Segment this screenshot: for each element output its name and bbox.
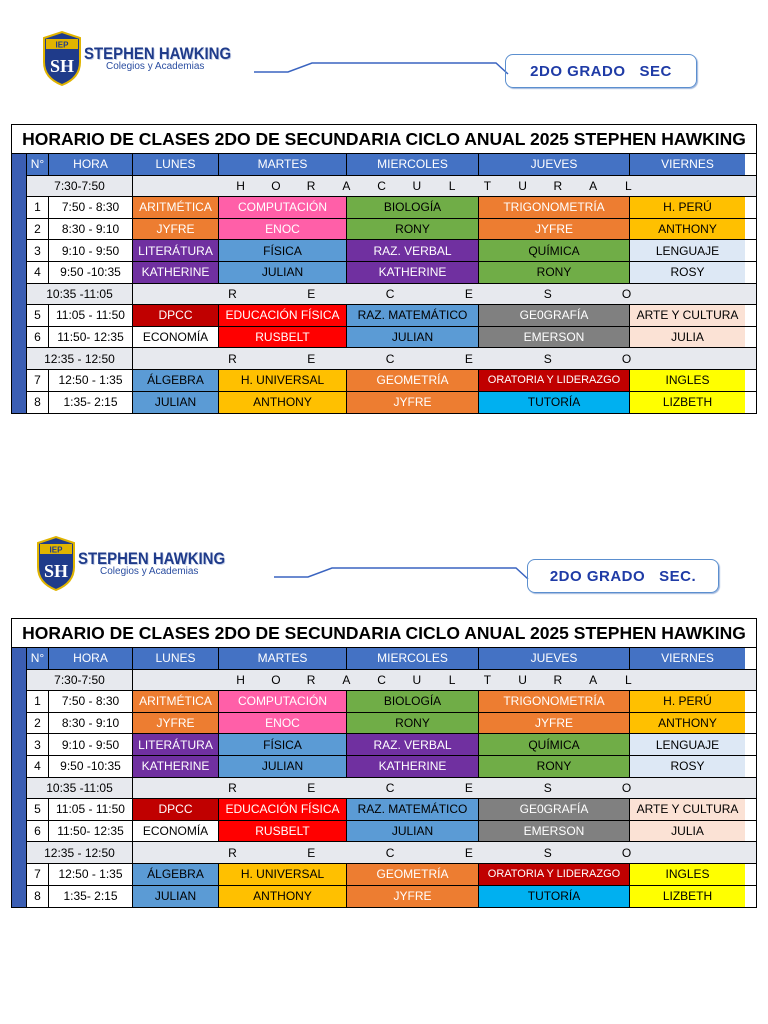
break-letter: C [377,672,386,687]
cell-jueves: TRIGONOMETRÍA [479,197,630,218]
break-letter: R [306,178,316,193]
cell-viernes: LENGUAJE [630,240,745,261]
column-header: MIERCOLES [347,648,479,669]
break-label [133,670,756,691]
period-time: 7:50 - 8:30 [49,691,133,712]
cell-jueves: JYFRE [479,713,630,734]
break-letter: E [464,286,473,301]
cell-miercoles: RAZ. MATEMÁTICO [347,799,479,820]
period-number: 1 [27,197,49,218]
break-letter: R [228,286,237,301]
class-row [27,262,756,284]
break-label [133,284,756,305]
brand-name: STEPHEN HAWKING [78,548,226,568]
svg-text:SH: SH [49,56,75,76]
cell-jueves: TUTORÍA [479,886,630,908]
break-time: 12:35 - 12:50 [27,348,133,369]
break-letter: E [464,845,473,860]
cell-jueves: ORATORIA Y LIDERAZGO [479,370,630,391]
break-row [27,842,756,864]
cell-jueves: ORATORIA Y LIDERAZGO [479,864,630,885]
period-number: 6 [27,821,49,842]
column-header: HORA [49,154,133,175]
break-letter: C [377,178,386,193]
period-time: 9:50 -10:35 [49,756,133,777]
period-time: 8:30 - 9:10 [49,713,133,734]
break-label [133,348,756,369]
class-row [27,864,756,886]
break-letter: O [621,780,632,795]
period-time: 9:50 -10:35 [49,262,133,283]
period-time: 9:10 - 9:50 [49,240,133,261]
decorative-line [252,60,510,80]
cell-martes: ENOC [219,713,347,734]
brand-logo [42,30,251,86]
break-letter: O [271,178,281,193]
cell-viernes: ANTHONY [630,713,745,734]
break-letter: U [412,178,422,193]
cell-jueves: TRIGONOMETRÍA [479,691,630,712]
cell-lunes: ÁLGEBRA [133,370,219,391]
cell-lunes: ARITMÉTICA [133,691,219,712]
cell-lunes: DPCC [133,305,219,326]
break-letter: E [464,351,473,366]
table-title: HORARIO DE CLASES 2DO DE SECUNDARIA CICLO ANUAL 2025 STEPHEN HAWKING [12,125,756,154]
break-letter: H [236,672,245,687]
column-header: LUNES [133,648,219,669]
cell-jueves: EMERSON [479,821,630,842]
cell-viernes: INGLES [630,370,745,391]
break-letter: O [621,286,632,301]
period-number: 7 [27,864,49,885]
period-number: 2 [27,713,49,734]
cell-lunes: LITERÁTURA [133,240,219,261]
cell-miercoles: RAZ. VERBAL [347,734,479,755]
period-time: 1:35- 2:15 [49,886,133,908]
cell-viernes: JULIA [630,327,745,348]
class-row [27,734,756,756]
class-row [27,370,756,392]
break-letter: T [483,178,492,193]
grade-label: 2DO GRADO SEC [505,54,697,88]
cell-miercoles: RAZ. VERBAL [347,240,479,261]
shield-logo-icon [42,30,82,86]
period-time: 7:50 - 8:30 [49,197,133,218]
cell-martes: H. UNIVERSAL [219,864,347,885]
cell-viernes: JULIA [630,821,745,842]
break-letter: A [342,178,351,193]
column-header: VIERNES [630,648,745,669]
cell-miercoles: JULIAN [347,821,479,842]
cell-viernes: ARTE Y CULTURA [630,305,745,326]
cell-viernes: ROSY [630,756,745,777]
cell-miercoles: RONY [347,713,479,734]
class-row [27,821,756,843]
header-row [27,154,756,176]
cell-miercoles: KATHERINE [347,262,479,283]
column-header: N° [27,154,49,175]
cell-viernes: H. PERÚ [630,197,745,218]
break-letter: U [518,672,527,687]
period-number: 7 [27,370,49,391]
break-letter: C [385,286,395,301]
svg-text:IEP: IEP [49,545,63,555]
break-letter: E [464,780,473,795]
period-number: 8 [27,886,49,908]
break-letter: O [271,672,281,687]
brand-subtitle: Colegios y Academias [106,60,205,72]
break-letter: O [621,351,632,366]
period-number: 3 [27,240,49,261]
break-row [27,348,756,370]
column-header: MARTES [219,154,347,175]
shield-logo-icon [36,535,76,591]
break-letter: L [448,672,456,687]
period-time: 12:50 - 1:35 [49,864,133,885]
cell-martes: COMPUTACIÓN [219,197,347,218]
period-time: 11:05 - 11:50 [49,799,133,820]
break-letter: R [306,672,316,687]
break-letter: O [621,845,632,860]
cell-miercoles: JYFRE [347,886,479,908]
class-row [27,886,756,908]
schedule-sheet-1 [0,0,768,410]
break-letter: C [385,351,395,366]
cell-martes: EDUCACIÓN FÍSICA [219,305,347,326]
class-row [27,327,756,349]
cell-lunes: DPCC [133,799,219,820]
break-letter: E [307,845,316,860]
cell-miercoles: RONY [347,219,479,240]
cell-viernes: LENGUAJE [630,734,745,755]
cell-jueves: EMERSON [479,327,630,348]
break-letter: T [483,672,492,687]
cell-martes: H. UNIVERSAL [219,370,347,391]
cell-miercoles: RAZ. MATEMÁTICO [347,305,479,326]
cell-jueves: QUÍMICA [479,240,630,261]
period-time: 8:30 - 9:10 [49,219,133,240]
cell-miercoles: JULIAN [347,327,479,348]
cell-martes: EDUCACIÓN FÍSICA [219,799,347,820]
cell-lunes: ÁLGEBRA [133,864,219,885]
schedule-table [11,618,757,908]
period-number: 3 [27,734,49,755]
cell-jueves: JYFRE [479,219,630,240]
break-time: 7:30-7:50 [27,670,133,691]
cell-lunes: LITERÁTURA [133,734,219,755]
period-number: 6 [27,327,49,348]
cell-viernes: LIZBETH [630,392,745,414]
cell-lunes: ECONOMÍA [133,327,219,348]
side-stripe [12,648,27,907]
cell-lunes: JYFRE [133,713,219,734]
schedule-sheet-2 [0,495,768,904]
break-letter: A [589,178,598,193]
period-time: 11:50- 12:35 [49,821,133,842]
break-label [133,176,756,197]
brand-subtitle: Colegios y Academias [100,565,199,577]
break-time: 10:35 -11:05 [27,778,133,799]
class-row [27,756,756,778]
column-header: MIERCOLES [347,154,479,175]
cell-martes: RUSBELT [219,327,347,348]
cell-miercoles: KATHERINE [347,756,479,777]
period-number: 5 [27,799,49,820]
break-letter: H [236,178,245,193]
break-letter: R [228,351,237,366]
cell-viernes: ROSY [630,262,745,283]
break-label [133,778,756,799]
cell-martes: COMPUTACIÓN [219,691,347,712]
cell-viernes: LIZBETH [630,886,745,908]
break-letter: U [518,178,527,193]
cell-lunes: JULIAN [133,886,219,908]
class-row [27,305,756,327]
grade-label: 2DO GRADO SEC. [527,559,719,593]
svg-text:IEP: IEP [55,40,69,50]
break-label [133,842,756,863]
period-time: 12:50 - 1:35 [49,370,133,391]
break-time: 12:35 - 12:50 [27,842,133,863]
break-row [27,670,756,692]
class-row [27,219,756,241]
column-header: HORA [49,648,133,669]
cell-miercoles: GEOMETRÍA [347,370,479,391]
cell-martes: JULIAN [219,262,347,283]
cell-jueves: RONY [479,262,630,283]
cell-viernes: H. PERÚ [630,691,745,712]
period-number: 5 [27,305,49,326]
class-row [27,691,756,713]
svg-text:SH: SH [43,561,69,581]
break-letter: L [448,178,456,193]
rows-container [27,154,756,413]
class-row [27,197,756,219]
break-letter: R [553,178,563,193]
break-letter: E [307,286,316,301]
cell-jueves: GE0GRAFÍA [479,305,630,326]
cell-lunes: JYFRE [133,219,219,240]
cell-jueves: TUTORÍA [479,392,630,414]
column-header: JUEVES [479,648,630,669]
cell-miercoles: JYFRE [347,392,479,414]
break-letter: S [543,845,552,860]
column-header: LUNES [133,154,219,175]
cell-viernes: ARTE Y CULTURA [630,799,745,820]
column-header: JUEVES [479,154,630,175]
break-letter: S [543,286,552,301]
cell-martes: ENOC [219,219,347,240]
break-letter: S [543,780,552,795]
class-row [27,713,756,735]
period-number: 4 [27,262,49,283]
break-letter: E [307,780,316,795]
brand-logo [36,535,245,591]
break-row [27,284,756,306]
break-row [27,176,756,198]
cell-martes: FÍSICA [219,240,347,261]
class-row [27,392,756,414]
header-row [27,648,756,670]
rows-container [27,648,756,907]
cell-viernes: INGLES [630,864,745,885]
cell-lunes: JULIAN [133,392,219,414]
break-letter: R [228,845,237,860]
break-letter: L [625,178,632,193]
break-letter: A [589,672,598,687]
period-time: 11:50- 12:35 [49,327,133,348]
period-number: 4 [27,756,49,777]
break-letter: L [625,672,632,687]
cell-martes: JULIAN [219,756,347,777]
column-header: N° [27,648,49,669]
period-time: 9:10 - 9:50 [49,734,133,755]
brand-name: STEPHEN HAWKING [84,43,232,63]
class-row [27,240,756,262]
cell-martes: ANTHONY [219,886,347,908]
cell-viernes: ANTHONY [630,219,745,240]
cell-lunes: KATHERINE [133,756,219,777]
break-letter: C [385,845,395,860]
cell-jueves: QUÍMICA [479,734,630,755]
period-number: 8 [27,392,49,414]
cell-martes: ANTHONY [219,392,347,414]
cell-lunes: ARITMÉTICA [133,197,219,218]
break-letter: S [543,351,552,366]
side-stripe [12,154,27,413]
table-title: HORARIO DE CLASES 2DO DE SECUNDARIA CICLO ANUAL 2025 STEPHEN HAWKING [12,619,756,648]
break-time: 7:30-7:50 [27,176,133,197]
cell-miercoles: GEOMETRÍA [347,864,479,885]
column-header: MARTES [219,648,347,669]
decorative-line [272,565,530,585]
break-letter: R [228,780,237,795]
period-number: 1 [27,691,49,712]
break-row [27,778,756,800]
break-letter: U [412,672,422,687]
class-row [27,799,756,821]
period-number: 2 [27,219,49,240]
cell-jueves: RONY [479,756,630,777]
cell-miercoles: BIOLOGÍA [347,691,479,712]
break-letter: E [307,351,316,366]
cell-miercoles: BIOLOGÍA [347,197,479,218]
cell-lunes: ECONOMÍA [133,821,219,842]
cell-lunes: KATHERINE [133,262,219,283]
period-time: 11:05 - 11:50 [49,305,133,326]
schedule-table [11,124,757,414]
break-letter: R [553,672,563,687]
period-time: 1:35- 2:15 [49,392,133,414]
cell-martes: FÍSICA [219,734,347,755]
break-letter: A [342,672,351,687]
break-time: 10:35 -11:05 [27,284,133,305]
cell-martes: RUSBELT [219,821,347,842]
cell-jueves: GE0GRAFÍA [479,799,630,820]
break-letter: C [385,780,395,795]
column-header: VIERNES [630,154,745,175]
